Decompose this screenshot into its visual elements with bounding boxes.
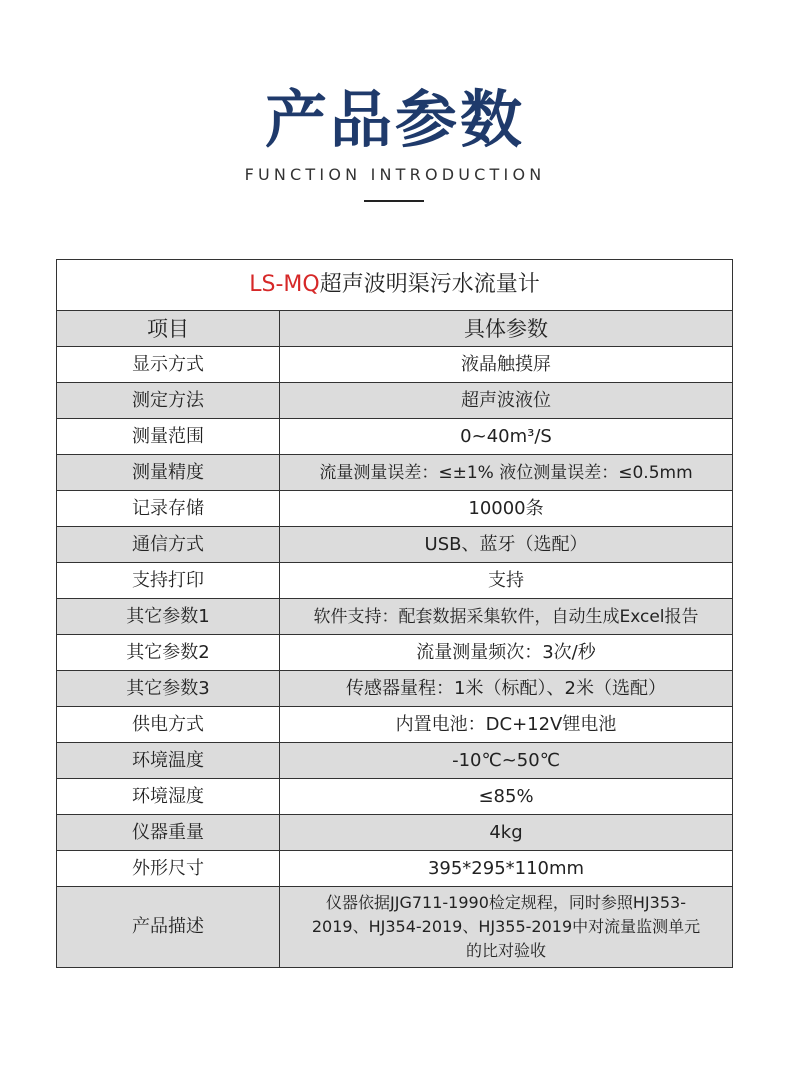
table-row	[57, 743, 733, 779]
row-label: 其它参数2	[57, 635, 280, 671]
row-label: 记录存储	[57, 491, 280, 527]
table-row	[57, 815, 733, 851]
model-number: LS-MQ	[249, 272, 320, 297]
table-row	[57, 419, 733, 455]
table-row	[57, 779, 733, 815]
row-value: 支持	[280, 563, 733, 599]
table-row	[57, 491, 733, 527]
title-divider	[364, 200, 424, 202]
row-label: 供电方式	[57, 707, 280, 743]
table-row	[57, 383, 733, 419]
row-value: ≤85%	[280, 779, 733, 815]
table-row	[57, 563, 733, 599]
row-value: 流量测量频次：3次/秒	[280, 635, 733, 671]
row-label: 其它参数3	[57, 671, 280, 707]
column-header-params: 具体参数	[280, 311, 733, 347]
row-label: 环境温度	[57, 743, 280, 779]
table-row-description	[57, 887, 733, 968]
row-label: 环境湿度	[57, 779, 280, 815]
table-row	[57, 455, 733, 491]
table-row	[57, 347, 733, 383]
row-value: 4kg	[280, 815, 733, 851]
table-caption-row	[57, 260, 733, 311]
row-label: 其它参数1	[57, 599, 280, 635]
row-value: 传感器量程：1米（标配）、2米（选配）	[280, 671, 733, 707]
table-row	[57, 599, 733, 635]
column-header-item: 项目	[57, 311, 280, 347]
row-label: 仪器重量	[57, 815, 280, 851]
row-value: 液晶触摸屏	[280, 347, 733, 383]
row-label: 产品描述	[57, 887, 280, 968]
row-value: -10℃~50℃	[280, 743, 733, 779]
table-header-row	[57, 311, 733, 347]
row-label: 测量精度	[57, 455, 280, 491]
row-value: 流量测量误差：≤±1% 液位测量误差：≤0.5mm	[280, 455, 733, 491]
table-row	[57, 635, 733, 671]
table-row	[57, 527, 733, 563]
row-value: USB、蓝牙（选配）	[280, 527, 733, 563]
table-row	[57, 851, 733, 887]
row-value: 0~40m³/S	[280, 419, 733, 455]
row-value-description: 仪器依据JJG711-1990检定规程，同时参照HJ353-2019、HJ354-2019、HJ355-2019中对流量监测单元的比对验收	[280, 887, 733, 968]
table-row	[57, 671, 733, 707]
table-row	[57, 707, 733, 743]
row-label: 测量范围	[57, 419, 280, 455]
row-label: 测定方法	[57, 383, 280, 419]
row-value: 超声波液位	[280, 383, 733, 419]
row-value: 软件支持：配套数据采集软件，自动生成Excel报告	[280, 599, 733, 635]
table-caption	[57, 260, 733, 311]
row-value: 10000条	[280, 491, 733, 527]
row-label: 支持打印	[57, 563, 280, 599]
row-value: 395*295*110mm	[280, 851, 733, 887]
row-value: 内置电池：DC+12V锂电池	[280, 707, 733, 743]
row-label: 显示方式	[57, 347, 280, 383]
row-label: 通信方式	[57, 527, 280, 563]
product-name: 超声波明渠污水流量计	[319, 272, 540, 297]
page-subtitle: FUNCTION INTRODUCTION	[244, 165, 546, 184]
spec-table	[56, 259, 733, 968]
row-label: 外形尺寸	[57, 851, 280, 887]
page-title: 产品参数	[264, 83, 525, 156]
